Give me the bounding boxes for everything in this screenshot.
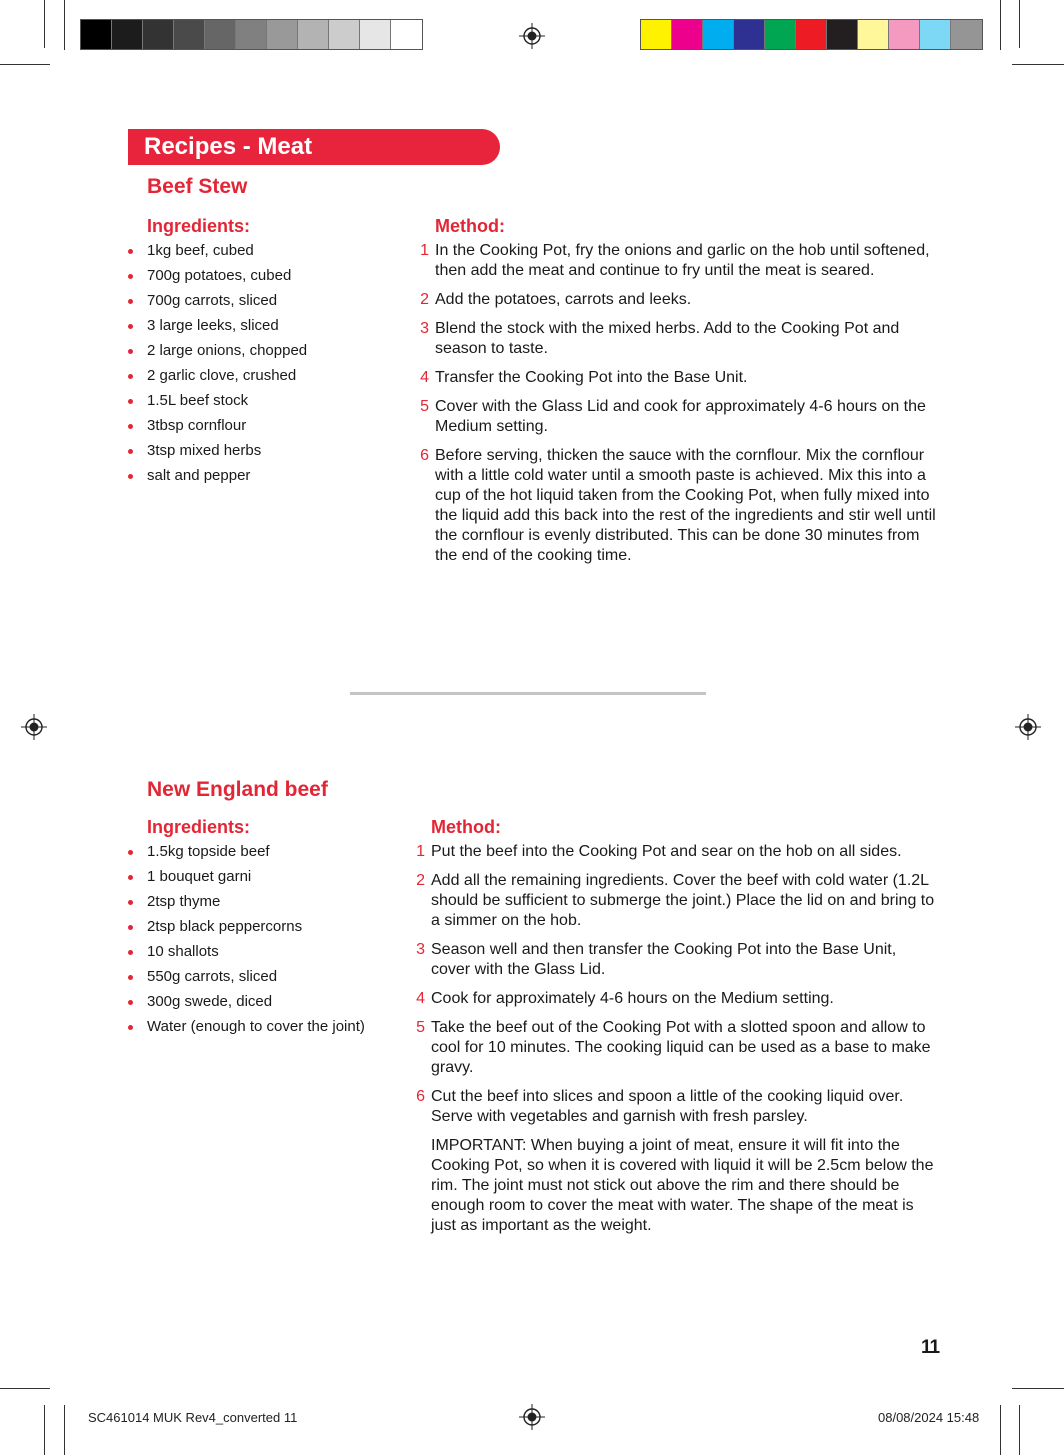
step-text: Take the beef out of the Cooking Pot with a slotted spoon and allow to cool for 10 minutes. The cooking liquid can be used as a base to make gravy. xyxy=(431,1019,931,1076)
step-text: Cover with the Glass Lid and cook for approximately 4-6 hours on the Medium setting. xyxy=(435,398,926,435)
crop-mark xyxy=(64,0,65,50)
color-swatch xyxy=(734,20,765,49)
crop-mark xyxy=(44,0,45,48)
method-step xyxy=(416,1087,939,1127)
color-swatch xyxy=(951,20,982,49)
ingredient-item: 1 bouquet garni xyxy=(128,867,398,892)
color-swatch xyxy=(360,20,391,49)
step-number: 2 xyxy=(420,291,429,308)
step-number: 6 xyxy=(416,1088,425,1105)
ingredient-item: 2tsp black peppercorns xyxy=(128,917,398,942)
crop-mark xyxy=(1000,1405,1001,1455)
color-swatch xyxy=(703,20,734,49)
crop-mark xyxy=(64,1405,65,1455)
crop-mark xyxy=(44,1405,45,1455)
method-step xyxy=(416,989,939,1009)
ingredient-item: 1.5kg topside beef xyxy=(128,842,398,867)
color-swatch xyxy=(298,20,329,49)
step-number: 1 xyxy=(416,843,425,860)
method-step xyxy=(416,842,939,862)
crop-mark xyxy=(1000,0,1001,50)
step-text: Season well and then transfer the Cooking Pot into the Base Unit, cover with the Glass Lid. xyxy=(431,941,897,978)
color-swatch xyxy=(174,20,205,49)
color-swatch xyxy=(889,20,920,49)
footer-timestamp: 08/08/2024 15:48 xyxy=(878,1410,980,1425)
process-color-bar xyxy=(640,19,983,50)
grayscale-color-bar xyxy=(80,19,423,50)
color-swatch xyxy=(796,20,827,49)
step-text: Add all the remaining ingredients. Cover the beef with cold water (1.2L should be sufficient to submerge the joint.) Place the lid on and bring to a simmer on the hob. xyxy=(431,872,935,929)
method-step xyxy=(420,241,940,281)
ingredient-item: 2tsp thyme xyxy=(128,892,398,917)
color-swatch xyxy=(920,20,951,49)
method-heading: Method: xyxy=(435,216,505,236)
step-text: Add the potatoes, carrots and leeks. xyxy=(435,291,692,308)
recipe-title: Beef Stew xyxy=(147,175,248,198)
step-text: Blend the stock with the mixed herbs. Add to the Cooking Pot and season to taste. xyxy=(435,320,900,357)
step-number: 4 xyxy=(420,369,429,386)
color-swatch xyxy=(143,20,174,49)
ingredients-heading: Ingredients: xyxy=(147,216,251,236)
step-number: 5 xyxy=(420,398,429,415)
color-swatch xyxy=(858,20,889,49)
footer-file-info: SC461014 MUK Rev4_converted 11 xyxy=(88,1410,298,1425)
crop-mark xyxy=(1019,0,1020,48)
color-swatch xyxy=(205,20,236,49)
ingredient-item: 3tbsp cornflour xyxy=(128,416,398,441)
crop-mark xyxy=(0,1388,50,1389)
crop-mark xyxy=(1012,64,1064,65)
ingredient-item: 3tsp mixed herbs xyxy=(128,441,398,466)
step-text: Put the beef into the Cooking Pot and sear on the hob on all sides. xyxy=(431,843,902,860)
step-number: 3 xyxy=(420,320,429,337)
step-text: Cook for approximately 4-6 hours on the Medium setting. xyxy=(431,990,834,1007)
method-steps xyxy=(420,241,940,575)
color-swatch xyxy=(236,20,267,49)
registration-mark-icon xyxy=(519,1404,545,1430)
step-text: Transfer the Cooking Pot into the Base Unit. xyxy=(435,369,748,386)
method-step xyxy=(420,319,940,359)
step-number: 6 xyxy=(420,447,429,464)
ingredient-item: 1.5L beef stock xyxy=(128,391,398,416)
method-step xyxy=(416,871,939,931)
method-step xyxy=(420,446,940,566)
ingredient-item: 2 garlic clove, crushed xyxy=(128,366,398,391)
step-text: Cut the beef into slices and spoon a little of the cooking liquid over. Serve with vegetables and garnish with fresh parsley. xyxy=(431,1088,904,1125)
crop-mark xyxy=(1012,1388,1064,1389)
ingredient-item: 2 large onions, chopped xyxy=(128,341,398,366)
step-number: 4 xyxy=(416,990,425,1007)
color-swatch xyxy=(112,20,143,49)
method-step xyxy=(416,940,939,980)
ingredients-list xyxy=(128,842,398,1042)
method-step xyxy=(416,1018,939,1078)
color-swatch xyxy=(267,20,298,49)
ingredient-item: salt and pepper xyxy=(128,466,398,491)
step-text: In the Cooking Pot, fry the onions and garlic on the hob until softened, then add the meat and continue to fry until the meat is seared. xyxy=(435,242,930,279)
step-number: 3 xyxy=(416,941,425,958)
method-step xyxy=(420,368,940,388)
page-number: 11 xyxy=(921,1337,940,1358)
registration-mark-icon xyxy=(519,23,545,49)
ingredient-item: 700g carrots, sliced xyxy=(128,291,398,316)
method-step xyxy=(420,397,940,437)
method-steps xyxy=(416,842,939,1245)
color-swatch xyxy=(641,20,672,49)
ingredient-item: 700g potatoes, cubed xyxy=(128,266,398,291)
registration-mark-icon xyxy=(21,714,47,740)
step-text: Before serving, thicken the sauce with the cornflour. Mix the cornflour with a little cold water until a smooth paste is achieved. Mix this into a cup of the hot liquid taken from the Cooking Pot, when fully mixed into the liquid add this back into the rest of the ingredients and stir well until the cornflour is evenly distributed. This can be done 30 minutes from the end of the cooking time. xyxy=(435,447,936,564)
step-number: 1 xyxy=(420,242,429,259)
step-number: 2 xyxy=(416,872,425,889)
ingredient-item: 300g swede, diced xyxy=(128,992,398,1017)
step-text: IMPORTANT: When buying a joint of meat, ensure it will fit into the Cooking Pot, so when it is covered with liquid it will be 2.5cm below the rim. The joint must not stick out above the rim and there should be enough room to cover the meat with water. The shape of the meat is just as important as the weight. xyxy=(431,1137,934,1234)
recipe-title: New England beef xyxy=(147,778,328,801)
ingredients-list xyxy=(128,241,398,491)
method-heading: Method: xyxy=(431,817,501,837)
section-header: Recipes - Meat xyxy=(128,129,500,165)
ingredient-item: 10 shallots xyxy=(128,942,398,967)
color-swatch xyxy=(329,20,360,49)
ingredient-item: 550g carrots, sliced xyxy=(128,967,398,992)
ingredient-item: 3 large leeks, sliced xyxy=(128,316,398,341)
registration-mark-icon xyxy=(1015,714,1041,740)
ingredient-item: 1kg beef, cubed xyxy=(128,241,398,266)
method-step xyxy=(431,1136,939,1236)
color-swatch xyxy=(827,20,858,49)
crop-mark xyxy=(1019,1405,1020,1455)
color-swatch xyxy=(672,20,703,49)
color-swatch xyxy=(81,20,112,49)
color-swatch xyxy=(391,20,422,49)
color-swatch xyxy=(765,20,796,49)
ingredients-heading: Ingredients: xyxy=(147,817,251,837)
section-divider xyxy=(350,692,706,695)
crop-mark xyxy=(0,64,50,65)
method-step xyxy=(420,290,940,310)
step-number: 5 xyxy=(416,1019,425,1036)
ingredient-item: Water (enough to cover the joint) xyxy=(128,1017,398,1042)
